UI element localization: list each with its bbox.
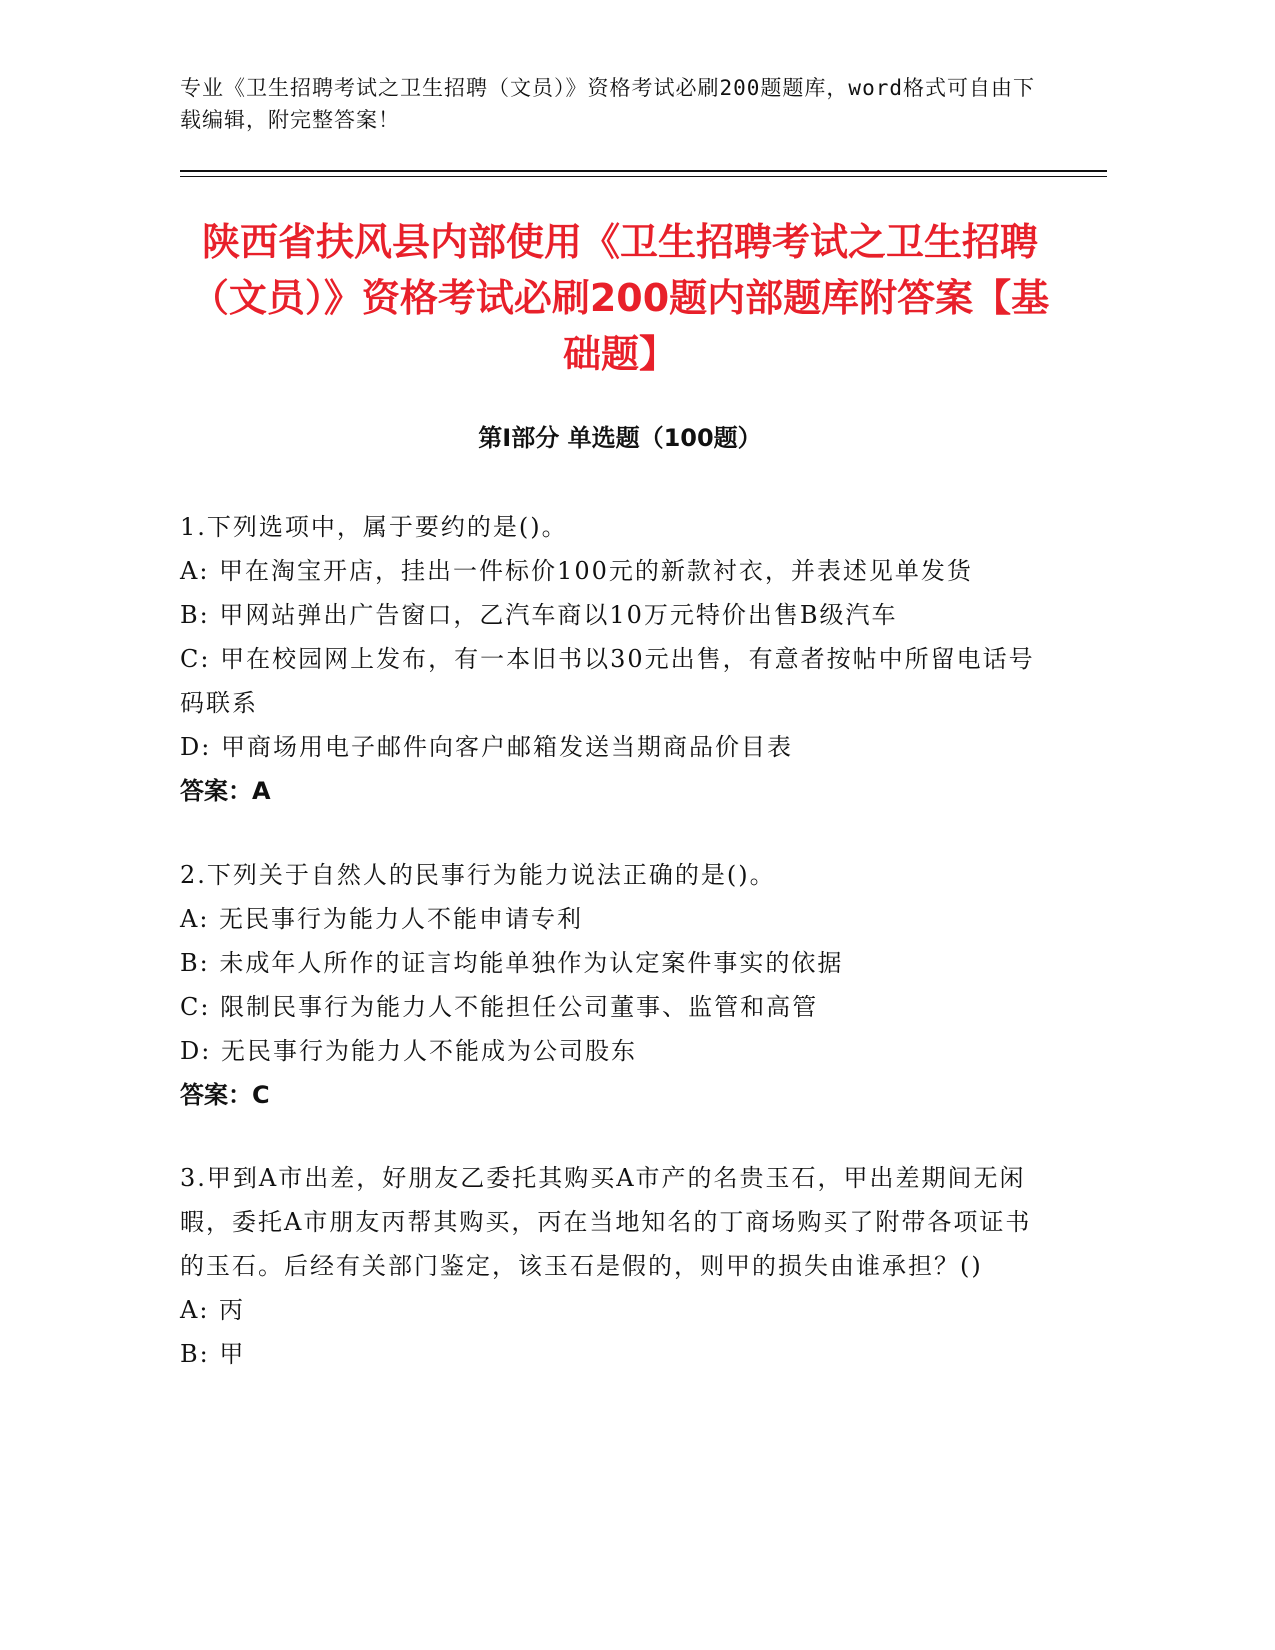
- header-divider-thick: [180, 170, 1107, 172]
- section-title: 第I部分 单选题（100题）: [478, 424, 762, 452]
- answer: 答案：A: [180, 777, 271, 805]
- question-3: [180, 1156, 1040, 1376]
- option-b: B: 甲: [180, 1340, 246, 1368]
- answer: 答案：C: [180, 1081, 270, 1109]
- header-divider-thin: [180, 176, 1107, 177]
- question-stem: 1.下列选项中，属于要约的是()。: [180, 513, 568, 541]
- document-title: 陕西省扶风县内部使用《卫生招聘考试之卫生招聘（文员）》资格考试必刷200题内部题库附答案【基础题】: [190, 220, 1050, 376]
- question-2: [180, 853, 1040, 1117]
- question-1: [180, 505, 1040, 813]
- option-b: B: 甲网站弹出广告窗口，乙汽车商以10万元特价出售B级汽车: [180, 601, 898, 629]
- option-a: A: 甲在淘宝开店，挂出一件标价100元的新款衬衣，并表述见单发货: [180, 557, 973, 585]
- question-stem: 3.甲到A市出差，好朋友乙委托其购买A市产的名贵玉石，甲出差期间无闲暇，委托A市朋友丙帮其购买，丙在当地知名的丁商场购买了附带各项证书的玉石。后经有关部门鉴定，该玉石是假的，则甲的损失由谁承担？(): [180, 1164, 1032, 1280]
- question-stem: 2.下列关于自然人的民事行为能力说法正确的是()。: [180, 861, 776, 889]
- header-note: 专业《卫生招聘考试之卫生招聘（文员）》资格考试必刷200题题库，word格式可自由下载编辑，附完整答案！: [180, 76, 1035, 132]
- option-b: B: 未成年人所作的证言均能单独作为认定案件事实的依据: [180, 949, 844, 977]
- option-c: C: 甲在校园网上发布，有一本旧书以30元出售，有意者按帖中所留电话号码联系: [180, 645, 1035, 717]
- option-a: A: 丙: [180, 1296, 246, 1324]
- option-d: D: 甲商场用电子邮件向客户邮箱发送当期商品价目表: [180, 733, 793, 761]
- option-c: C: 限制民事行为能力人不能担任公司董事、监管和高管: [180, 993, 819, 1021]
- option-d: D: 无民事行为能力人不能成为公司股东: [180, 1037, 637, 1065]
- option-a: A: 无民事行为能力人不能申请专利: [180, 905, 584, 933]
